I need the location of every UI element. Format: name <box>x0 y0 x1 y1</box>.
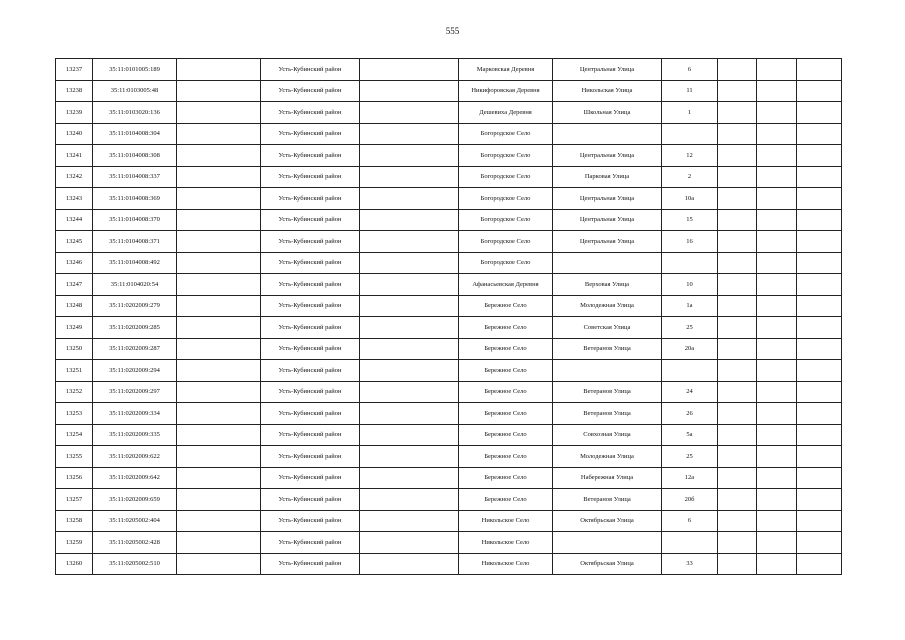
settlement-cell: Бережное Село <box>459 360 553 382</box>
empty-cell <box>177 80 261 102</box>
empty-cell <box>177 188 261 210</box>
row-id-cell: 13246 <box>56 252 93 274</box>
table-row <box>56 360 842 382</box>
empty-cell <box>757 467 797 489</box>
empty-cell <box>360 381 459 403</box>
house-number-cell <box>662 532 718 554</box>
empty-cell <box>797 467 842 489</box>
empty-cell <box>757 166 797 188</box>
empty-cell <box>797 102 842 124</box>
row-id-cell: 13257 <box>56 489 93 511</box>
empty-cell <box>177 338 261 360</box>
settlement-cell: Бережное Село <box>459 446 553 468</box>
district-cell: Усть-Кубинский район <box>261 188 360 210</box>
street-cell: Центральная Улица <box>553 59 662 81</box>
house-number-cell: 10а <box>662 188 718 210</box>
empty-cell <box>757 403 797 425</box>
district-cell: Усть-Кубинский район <box>261 532 360 554</box>
empty-cell <box>360 188 459 210</box>
empty-cell <box>360 317 459 339</box>
table-row <box>56 467 842 489</box>
empty-cell <box>177 424 261 446</box>
row-id-cell: 13249 <box>56 317 93 339</box>
empty-cell <box>177 360 261 382</box>
empty-cell <box>177 274 261 296</box>
table-row <box>56 403 842 425</box>
empty-cell <box>718 274 757 296</box>
house-number-cell <box>662 360 718 382</box>
table-row <box>56 489 842 511</box>
house-number-cell: 25 <box>662 317 718 339</box>
table-row <box>56 252 842 274</box>
district-cell: Усть-Кубинский район <box>261 403 360 425</box>
street-cell <box>553 123 662 145</box>
cadastral-number-cell: 35:11:0104008:337 <box>93 166 177 188</box>
house-number-cell: 6 <box>662 510 718 532</box>
table-row <box>56 446 842 468</box>
cadastral-number-cell: 35:11:0202009:642 <box>93 467 177 489</box>
empty-cell <box>797 446 842 468</box>
empty-cell <box>757 489 797 511</box>
empty-cell <box>797 317 842 339</box>
district-cell: Усть-Кубинский район <box>261 252 360 274</box>
cadastral-number-cell: 35:11:0205002:428 <box>93 532 177 554</box>
settlement-cell: Богородское Село <box>459 231 553 253</box>
street-cell: Октябрьская Улица <box>553 553 662 575</box>
empty-cell <box>177 510 261 532</box>
cadastral-number-cell: 35:11:0202009:297 <box>93 381 177 403</box>
empty-cell <box>718 553 757 575</box>
empty-cell <box>360 424 459 446</box>
row-id-cell: 13243 <box>56 188 93 210</box>
table-row <box>56 381 842 403</box>
settlement-cell: Бережное Село <box>459 317 553 339</box>
empty-cell <box>718 338 757 360</box>
empty-cell <box>797 424 842 446</box>
empty-cell <box>360 532 459 554</box>
empty-cell <box>797 231 842 253</box>
empty-cell <box>718 295 757 317</box>
table-row <box>56 553 842 575</box>
empty-cell <box>718 80 757 102</box>
table-row <box>56 145 842 167</box>
empty-cell <box>718 381 757 403</box>
empty-cell <box>177 403 261 425</box>
empty-cell <box>757 338 797 360</box>
empty-cell <box>360 489 459 511</box>
district-cell: Усть-Кубинский район <box>261 467 360 489</box>
registry-table <box>55 58 842 575</box>
empty-cell <box>360 252 459 274</box>
empty-cell <box>718 424 757 446</box>
empty-cell <box>757 381 797 403</box>
empty-cell <box>718 446 757 468</box>
row-id-cell: 13248 <box>56 295 93 317</box>
table-row <box>56 166 842 188</box>
row-id-cell: 13244 <box>56 209 93 231</box>
cadastral-number-cell: 35:11:0202009:622 <box>93 446 177 468</box>
empty-cell <box>718 102 757 124</box>
empty-cell <box>177 467 261 489</box>
table-row <box>56 532 842 554</box>
house-number-cell: 16 <box>662 231 718 253</box>
empty-cell <box>360 338 459 360</box>
empty-cell <box>797 59 842 81</box>
district-cell: Усть-Кубинский район <box>261 317 360 339</box>
table-row <box>56 231 842 253</box>
page-number: 555 <box>445 26 460 36</box>
street-cell: Центральная Улица <box>553 209 662 231</box>
cadastral-number-cell: 35:11:0205002:510 <box>93 553 177 575</box>
district-cell: Усть-Кубинский район <box>261 166 360 188</box>
row-id-cell: 13254 <box>56 424 93 446</box>
district-cell: Усть-Кубинский район <box>261 123 360 145</box>
street-cell: Октябрьская Улица <box>553 510 662 532</box>
street-cell: Ветеранов Улица <box>553 381 662 403</box>
street-cell: Школьная Улица <box>553 102 662 124</box>
district-cell: Усть-Кубинский район <box>261 59 360 81</box>
empty-cell <box>177 532 261 554</box>
empty-cell <box>757 188 797 210</box>
settlement-cell: Бережное Село <box>459 381 553 403</box>
street-cell: Совхозная Улица <box>553 424 662 446</box>
row-id-cell: 13258 <box>56 510 93 532</box>
empty-cell <box>718 317 757 339</box>
row-id-cell: 13259 <box>56 532 93 554</box>
row-id-cell: 13256 <box>56 467 93 489</box>
empty-cell <box>797 360 842 382</box>
empty-cell <box>177 231 261 253</box>
cadastral-number-cell: 35:11:0103005:48 <box>93 80 177 102</box>
empty-cell <box>360 360 459 382</box>
row-id-cell: 13241 <box>56 145 93 167</box>
street-cell: Набережная Улица <box>553 467 662 489</box>
empty-cell <box>757 510 797 532</box>
district-cell: Усть-Кубинский район <box>261 424 360 446</box>
cadastral-number-cell: 35:11:0104008:370 <box>93 209 177 231</box>
empty-cell <box>177 209 261 231</box>
empty-cell <box>360 295 459 317</box>
table-row <box>56 102 842 124</box>
empty-cell <box>757 424 797 446</box>
empty-cell <box>797 145 842 167</box>
row-id-cell: 13251 <box>56 360 93 382</box>
street-cell: Центральная Улица <box>553 188 662 210</box>
district-cell: Усть-Кубинский район <box>261 489 360 511</box>
settlement-cell: Бережное Село <box>459 403 553 425</box>
empty-cell <box>757 252 797 274</box>
house-number-cell: 12а <box>662 467 718 489</box>
street-cell <box>553 360 662 382</box>
empty-cell <box>718 489 757 511</box>
table-row <box>56 274 842 296</box>
empty-cell <box>718 252 757 274</box>
row-id-cell: 13247 <box>56 274 93 296</box>
empty-cell <box>797 295 842 317</box>
settlement-cell: Марковская Деревня <box>459 59 553 81</box>
empty-cell <box>360 467 459 489</box>
empty-cell <box>797 532 842 554</box>
street-cell: Парковая Улица <box>553 166 662 188</box>
table-row <box>56 295 842 317</box>
row-id-cell: 13260 <box>56 553 93 575</box>
street-cell: Центральная Улица <box>553 231 662 253</box>
row-id-cell: 13237 <box>56 59 93 81</box>
empty-cell <box>757 317 797 339</box>
table-row <box>56 317 842 339</box>
house-number-cell: 1 <box>662 102 718 124</box>
cadastral-number-cell: 35:11:0104020:54 <box>93 274 177 296</box>
cadastral-number-cell: 35:11:0202009:659 <box>93 489 177 511</box>
house-number-cell: 12 <box>662 145 718 167</box>
street-cell: Советская Улица <box>553 317 662 339</box>
settlement-cell: Никольское Село <box>459 553 553 575</box>
cadastral-number-cell: 35:11:0104008:304 <box>93 123 177 145</box>
cadastral-number-cell: 35:11:0103020:136 <box>93 102 177 124</box>
table-row <box>56 209 842 231</box>
house-number-cell <box>662 123 718 145</box>
street-cell: Верховая Улица <box>553 274 662 296</box>
empty-cell <box>360 510 459 532</box>
empty-cell <box>757 80 797 102</box>
empty-cell <box>360 102 459 124</box>
empty-cell <box>797 209 842 231</box>
empty-cell <box>797 80 842 102</box>
district-cell: Усть-Кубинский район <box>261 360 360 382</box>
cadastral-number-cell: 35:11:0202009:335 <box>93 424 177 446</box>
empty-cell <box>718 467 757 489</box>
settlement-cell: Афанасьевская Деревня <box>459 274 553 296</box>
empty-cell <box>718 360 757 382</box>
cadastral-number-cell: 35:11:0202009:334 <box>93 403 177 425</box>
house-number-cell: 2 <box>662 166 718 188</box>
street-cell: Ветеранов Улица <box>553 403 662 425</box>
house-number-cell: 20а <box>662 338 718 360</box>
table-row <box>56 59 842 81</box>
cadastral-number-cell: 35:11:0104008:492 <box>93 252 177 274</box>
street-cell: Центральная Улица <box>553 145 662 167</box>
empty-cell <box>360 123 459 145</box>
settlement-cell: Богородское Село <box>459 252 553 274</box>
empty-cell <box>718 209 757 231</box>
empty-cell <box>177 381 261 403</box>
empty-cell <box>360 59 459 81</box>
empty-cell <box>797 188 842 210</box>
district-cell: Усть-Кубинский район <box>261 80 360 102</box>
street-cell: Ветеранов Улица <box>553 489 662 511</box>
settlement-cell: Богородское Село <box>459 123 553 145</box>
house-number-cell: 24 <box>662 381 718 403</box>
settlement-cell: Богородское Село <box>459 166 553 188</box>
empty-cell <box>757 59 797 81</box>
settlement-cell: Бережное Село <box>459 424 553 446</box>
district-cell: Усть-Кубинский район <box>261 553 360 575</box>
empty-cell <box>177 252 261 274</box>
cadastral-number-cell: 35:11:0205002:404 <box>93 510 177 532</box>
empty-cell <box>177 489 261 511</box>
district-cell: Усть-Кубинский район <box>261 338 360 360</box>
empty-cell <box>177 166 261 188</box>
empty-cell <box>757 102 797 124</box>
empty-cell <box>757 274 797 296</box>
table-row <box>56 188 842 210</box>
empty-cell <box>360 274 459 296</box>
house-number-cell: 1а <box>662 295 718 317</box>
row-id-cell: 13238 <box>56 80 93 102</box>
empty-cell <box>360 446 459 468</box>
empty-cell <box>718 532 757 554</box>
empty-cell <box>718 188 757 210</box>
row-id-cell: 13252 <box>56 381 93 403</box>
empty-cell <box>177 553 261 575</box>
house-number-cell: 10 <box>662 274 718 296</box>
settlement-cell: Никольское Село <box>459 532 553 554</box>
empty-cell <box>718 145 757 167</box>
empty-cell <box>360 166 459 188</box>
house-number-cell: 6 <box>662 59 718 81</box>
empty-cell <box>177 59 261 81</box>
settlement-cell: Бережное Село <box>459 295 553 317</box>
house-number-cell: 25 <box>662 446 718 468</box>
street-cell <box>553 532 662 554</box>
row-id-cell: 13240 <box>56 123 93 145</box>
row-id-cell: 13250 <box>56 338 93 360</box>
district-cell: Усть-Кубинский район <box>261 381 360 403</box>
empty-cell <box>177 317 261 339</box>
row-id-cell: 13255 <box>56 446 93 468</box>
district-cell: Усть-Кубинский район <box>261 145 360 167</box>
house-number-cell: 33 <box>662 553 718 575</box>
row-id-cell: 13253 <box>56 403 93 425</box>
settlement-cell: Бережное Село <box>459 338 553 360</box>
cadastral-number-cell: 35:11:0202009:279 <box>93 295 177 317</box>
settlement-cell: Бережное Село <box>459 467 553 489</box>
district-cell: Усть-Кубинский район <box>261 209 360 231</box>
empty-cell <box>797 553 842 575</box>
cadastral-number-cell: 35:11:0101005:189 <box>93 59 177 81</box>
settlement-cell: Богородское Село <box>459 145 553 167</box>
empty-cell <box>360 80 459 102</box>
empty-cell <box>757 446 797 468</box>
empty-cell <box>797 252 842 274</box>
cadastral-number-cell: 35:11:0104008:369 <box>93 188 177 210</box>
cadastral-number-cell: 35:11:0104008:308 <box>93 145 177 167</box>
empty-cell <box>797 489 842 511</box>
street-cell <box>553 252 662 274</box>
empty-cell <box>177 123 261 145</box>
row-id-cell: 13245 <box>56 231 93 253</box>
empty-cell <box>757 360 797 382</box>
table-row <box>56 123 842 145</box>
table-row <box>56 80 842 102</box>
cadastral-number-cell: 35:11:0202009:285 <box>93 317 177 339</box>
settlement-cell: Богородское Село <box>459 209 553 231</box>
empty-cell <box>177 295 261 317</box>
settlement-cell: Никольское Село <box>459 510 553 532</box>
empty-cell <box>718 403 757 425</box>
empty-cell <box>718 166 757 188</box>
house-number-cell <box>662 252 718 274</box>
empty-cell <box>360 231 459 253</box>
settlement-cell: Богородское Село <box>459 188 553 210</box>
cadastral-number-cell: 35:11:0202009:287 <box>93 338 177 360</box>
empty-cell <box>757 553 797 575</box>
empty-cell <box>177 446 261 468</box>
empty-cell <box>797 338 842 360</box>
cadastral-number-cell: 35:11:0104008:371 <box>93 231 177 253</box>
district-cell: Усть-Кубинский район <box>261 295 360 317</box>
empty-cell <box>797 166 842 188</box>
empty-cell <box>797 274 842 296</box>
house-number-cell: 5а <box>662 424 718 446</box>
street-cell: Ветеранов Улица <box>553 338 662 360</box>
empty-cell <box>797 123 842 145</box>
table-row <box>56 510 842 532</box>
district-cell: Усть-Кубинский район <box>261 231 360 253</box>
street-cell: Никольская Улица <box>553 80 662 102</box>
district-cell: Усть-Кубинский район <box>261 446 360 468</box>
settlement-cell: Никифоровская Деревня <box>459 80 553 102</box>
empty-cell <box>757 295 797 317</box>
empty-cell <box>718 231 757 253</box>
empty-cell <box>718 59 757 81</box>
empty-cell <box>757 532 797 554</box>
empty-cell <box>797 403 842 425</box>
empty-cell <box>177 145 261 167</box>
empty-cell <box>757 209 797 231</box>
row-id-cell: 13239 <box>56 102 93 124</box>
empty-cell <box>757 145 797 167</box>
cadastral-number-cell: 35:11:0202009:294 <box>93 360 177 382</box>
row-id-cell: 13242 <box>56 166 93 188</box>
house-number-cell: 26 <box>662 403 718 425</box>
house-number-cell: 11 <box>662 80 718 102</box>
table-row <box>56 424 842 446</box>
district-cell: Усть-Кубинский район <box>261 102 360 124</box>
street-cell: Молодежная Улица <box>553 446 662 468</box>
empty-cell <box>360 403 459 425</box>
empty-cell <box>177 102 261 124</box>
table-row <box>56 338 842 360</box>
settlement-cell: Дешевиха Деревня <box>459 102 553 124</box>
settlement-cell: Бережное Село <box>459 489 553 511</box>
empty-cell <box>718 510 757 532</box>
empty-cell <box>797 381 842 403</box>
empty-cell <box>757 231 797 253</box>
empty-cell <box>360 209 459 231</box>
empty-cell <box>718 123 757 145</box>
district-cell: Усть-Кубинский район <box>261 274 360 296</box>
empty-cell <box>797 510 842 532</box>
empty-cell <box>757 123 797 145</box>
house-number-cell: 20б <box>662 489 718 511</box>
empty-cell <box>360 145 459 167</box>
district-cell: Усть-Кубинский район <box>261 510 360 532</box>
street-cell: Молодежная Улица <box>553 295 662 317</box>
house-number-cell: 15 <box>662 209 718 231</box>
empty-cell <box>360 553 459 575</box>
